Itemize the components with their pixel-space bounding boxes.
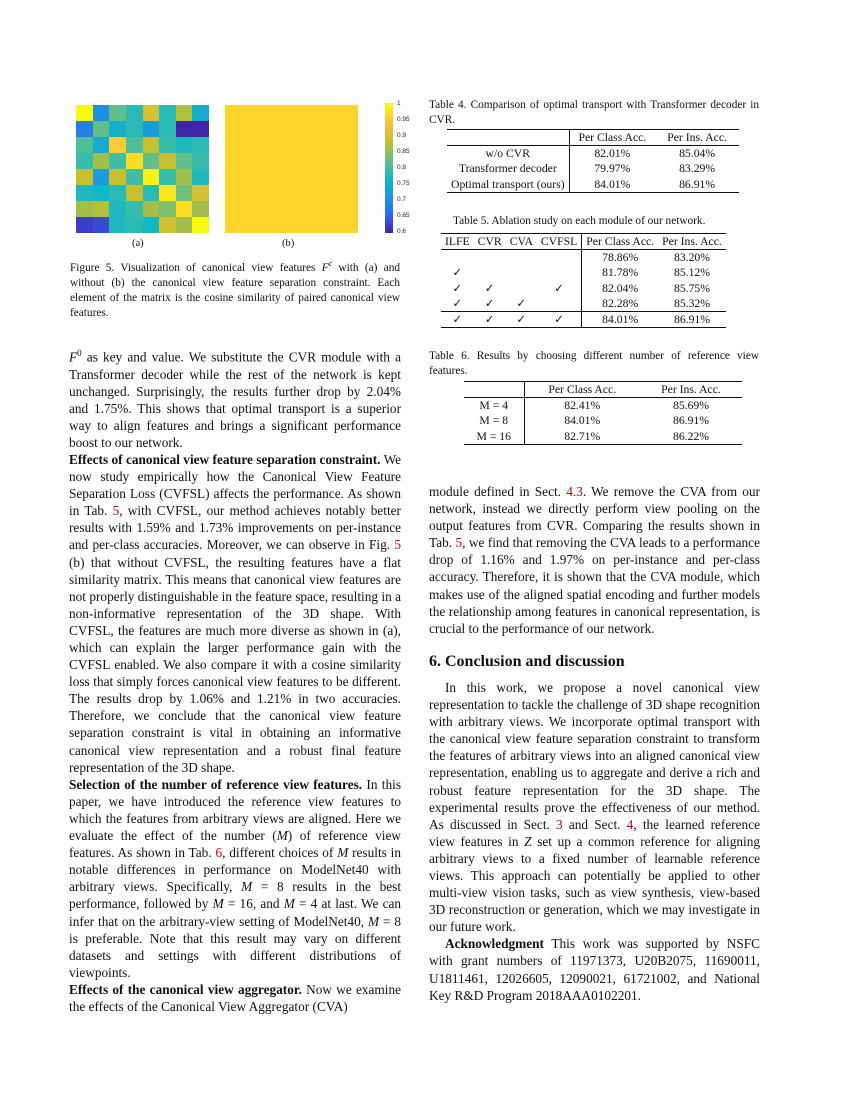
matrix-cell — [76, 201, 93, 217]
matrix-cell — [308, 169, 325, 185]
matrix-cell — [242, 169, 259, 185]
matrix-cell — [192, 169, 209, 185]
matrix-cell — [258, 137, 275, 153]
figure-5-caption: Figure 5. Visualization of canonical view features $F^c$ with (a) and without (b) the canonical view feature separation constraint. Each element of the matrix is the cosine similarity of paired canonical view features. — [70, 259, 400, 319]
matrix-cell — [76, 169, 93, 185]
matrix-cell — [225, 137, 242, 153]
matrix-cell — [258, 169, 275, 185]
section-heading: 6. Conclusion and discussion — [429, 652, 625, 670]
table-row: M = 8 84.01% 86.91% — [464, 413, 742, 428]
matrix-cell — [126, 169, 143, 185]
matrix-cell — [143, 169, 160, 185]
matrix-cell — [341, 217, 358, 233]
matrix-cell — [109, 105, 126, 121]
matrix-cell — [143, 153, 160, 169]
table-4 — [447, 129, 739, 193]
matrix-cell — [225, 169, 242, 185]
matrix-cell — [143, 217, 160, 233]
matrix-cell — [275, 137, 292, 153]
matrix-cell — [242, 137, 259, 153]
table-5-caption: Table 5. Ablation study on each module of our network. — [453, 215, 706, 227]
matrix-cell — [292, 201, 309, 217]
matrix-cell — [76, 105, 93, 121]
matrix-cell — [225, 153, 242, 169]
matrix-cell — [242, 185, 259, 201]
subfigure-label-a: (a) — [132, 238, 144, 249]
matrix-cell — [225, 217, 242, 233]
matrix-cell — [275, 201, 292, 217]
matrix-cell — [109, 153, 126, 169]
table-5-header: CVA — [506, 234, 537, 250]
matrix-cell — [258, 185, 275, 201]
table-5-link[interactable]: 5 — [455, 535, 463, 551]
matrix-cell — [76, 217, 93, 233]
matrix-cell — [143, 201, 160, 217]
similarity-matrix-b — [225, 105, 358, 233]
matrix-cell — [159, 137, 176, 153]
matrix-cell — [192, 201, 209, 217]
matrix-cell — [292, 121, 309, 137]
matrix-cell — [341, 105, 358, 121]
matrix-cell — [159, 217, 176, 233]
matrix-cell — [275, 185, 292, 201]
table-5 — [441, 233, 726, 328]
matrix-cell — [242, 153, 259, 169]
table-6-link[interactable]: 6 — [215, 845, 223, 861]
table-5-header: CVFSL — [537, 234, 582, 250]
matrix-cell — [242, 121, 259, 137]
right-column-body — [429, 483, 760, 1004]
matrix-cell — [242, 217, 259, 233]
colorbar-tick-label: 0.6 — [397, 228, 407, 235]
matrix-cell — [143, 121, 160, 137]
matrix-cell — [225, 201, 242, 217]
table-row: M = 4 82.41% 85.69% — [464, 398, 742, 414]
matrix-cell — [308, 217, 325, 233]
similarity-matrix-a — [76, 105, 209, 233]
matrix-cell — [93, 105, 110, 121]
matrix-cell — [292, 217, 309, 233]
colorbar-tick-label: 0.9 — [397, 132, 407, 139]
matrix-cell — [292, 105, 309, 121]
matrix-cell — [159, 185, 176, 201]
colorbar-tick-label: 0.8 — [397, 164, 407, 171]
table-row: 78.86% 83.20% — [441, 250, 726, 266]
matrix-cell — [109, 185, 126, 201]
table-row: ✓ ✓ ✓ ✓ 84.01% 86.91% — [441, 312, 726, 328]
matrix-cell — [325, 105, 342, 121]
matrix-cell — [76, 153, 93, 169]
matrix-cell — [225, 185, 242, 201]
matrix-cell — [176, 121, 193, 137]
matrix-cell — [275, 169, 292, 185]
table-4-header: Per Class Acc. — [569, 130, 655, 146]
matrix-cell — [258, 121, 275, 137]
table-6 — [464, 381, 742, 445]
colorbar-tick-label: 1 — [397, 100, 401, 107]
matrix-cell — [275, 153, 292, 169]
matrix-cell — [143, 105, 160, 121]
matrix-cell — [292, 185, 309, 201]
matrix-cell — [109, 169, 126, 185]
matrix-cell — [292, 169, 309, 185]
matrix-cell — [341, 121, 358, 137]
matrix-cell — [192, 217, 209, 233]
table-row: ✓ 81.78% 85.12% — [452, 266, 711, 280]
colorbar-tick-label: 0.85 — [397, 148, 410, 155]
table-5-header: CVR — [474, 234, 506, 250]
section-4-3-link[interactable]: 4.3 — [566, 484, 583, 499]
matrix-cell — [159, 169, 176, 185]
matrix-cell — [258, 217, 275, 233]
matrix-cell — [308, 105, 325, 121]
matrix-cell — [308, 121, 325, 137]
matrix-cell — [308, 185, 325, 201]
matrix-cell — [76, 185, 93, 201]
matrix-cell — [176, 201, 193, 217]
table-5-link[interactable]: 5 — [112, 503, 120, 519]
colorbar-tick-label: 0.65 — [397, 212, 410, 219]
table-4-header: Per Ins. Acc. — [655, 130, 739, 146]
paragraph-transformer: $F^0$ as key and value. We substitute the CVR module with a Transformer decoder while the rest of the network is kept unchanged. Surprisingly, the results further drop by 2.04% and 1.75%. This shows that optimal transport is a superior way to align features and brings a significant performance boost to our network. — [69, 348, 401, 450]
matrix-cell — [258, 153, 275, 169]
table-6-header: Per Class Acc. — [524, 382, 640, 398]
colorbar — [385, 103, 393, 233]
matrix-cell — [325, 185, 342, 201]
matrix-cell — [93, 169, 110, 185]
matrix-cell — [308, 153, 325, 169]
matrix-cell — [126, 217, 143, 233]
matrix-cell — [176, 137, 193, 153]
matrix-cell — [159, 201, 176, 217]
colorbar-tick-label: 0.95 — [397, 116, 410, 123]
matrix-cell — [341, 169, 358, 185]
matrix-cell — [93, 201, 110, 217]
matrix-cell — [126, 105, 143, 121]
matrix-cell — [275, 217, 292, 233]
paragraph-reference-views: Selection of the number of reference view features. In this paper, we have introduced the reference view features to which the features from arbitrary views are aligned. Here we evaluate the effect of the number (M) of reference view features. As shown in Tab. 6, different choices of M results in notable differences in performance on ModelNet40 with arbitrary views. Specifically, M = 8 results in the best performance, followed by M = 16, and M = 4 at last. We can infer that on the arbitrary-view setting of ModelNet40, M = 8 is preferable. Note that this result may vary on different datasets and settings with different distributions of viewpoints. — [69, 776, 402, 980]
matrix-cell — [192, 153, 209, 169]
table-5-header: ILFE — [441, 234, 474, 250]
matrix-cell — [192, 185, 209, 201]
section-3-link[interactable]: 3 — [556, 816, 563, 832]
matrix-cell — [93, 121, 110, 137]
matrix-cell — [176, 153, 193, 169]
table-4-caption: Table 4. Comparison of optimal transport with Transformer decoder in CVR. — [429, 99, 759, 126]
matrix-cell — [109, 217, 126, 233]
table-row: Transformer decoder 79.97% 83.29% — [447, 161, 739, 176]
matrix-cell — [93, 185, 110, 201]
colorbar-tick-label: 0.7 — [397, 196, 407, 203]
matrix-cell — [341, 201, 358, 217]
colorbar-tick-label: 0.75 — [397, 180, 410, 187]
matrix-cell — [325, 169, 342, 185]
matrix-cell — [143, 185, 160, 201]
matrix-cell — [258, 105, 275, 121]
matrix-cell — [275, 121, 292, 137]
table-6-header: Per Ins. Acc. — [640, 382, 742, 398]
matrix-cell — [341, 137, 358, 153]
matrix-cell — [109, 201, 126, 217]
matrix-cell — [308, 137, 325, 153]
table-row: ✓ ✓ ✓ 82.04% 85.75% — [452, 281, 711, 295]
matrix-cell — [126, 201, 143, 217]
matrix-cell — [176, 185, 193, 201]
paragraph-conclusion: In this work, we propose a novel canonical view representation to tackle the challenge of 3D shape recognition with arbitrary views. We incorporate optimal transport with the canonical view feature separation constraint to transform the features of arbitrary views into an aligned canonical view representation, enabling us to aggregate and derive a rich and robust feature representation for the 3D shape. The experimental results prove the effectiveness of our method. As discussed in Sect. 3 and Sect. 4, the learned reference view features in Z set up a common reference for aligning arbitrary views to a fixed number of learnable reference views. This approach can potentially be applied to other multi-view vision tasks, such as view synthesis, view-based 3D reconstruction or generation, which we may investigate in our future work. — [429, 679, 761, 935]
paragraph-cva: Effects of the canonical view aggregator. Now we examine the effects of the Canonical View Aggregator (CVA) — [69, 981, 402, 1014]
matrix-cell — [192, 137, 209, 153]
matrix-cell — [159, 105, 176, 121]
matrix-cell — [341, 153, 358, 169]
matrix-cell — [341, 185, 358, 201]
matrix-cell — [192, 105, 209, 121]
matrix-cell — [225, 105, 242, 121]
matrix-cell — [93, 217, 110, 233]
subfigure-label-b: (b) — [282, 238, 295, 249]
matrix-cell — [159, 121, 176, 137]
matrix-cell — [325, 121, 342, 137]
matrix-cell — [292, 153, 309, 169]
matrix-cell — [176, 217, 193, 233]
table-5-header: Per Ins. Acc. — [658, 234, 726, 250]
section-4-link[interactable]: 4 — [626, 816, 634, 832]
matrix-cell — [143, 137, 160, 153]
matrix-cell — [93, 153, 110, 169]
left-column-body — [69, 345, 401, 1015]
paragraph-cvfsl: Effects of canonical view feature separation constraint. We now study empirically how the Canonical View Feature Separation Loss (CVFSL) affects the performance. As shown in Tab. 5, with CVFSL, our method achieves notably better results with 1.59% and 1.73% improvements on per-instance and per-class accuracies. Moreover, we can observe in Fig. 5 (b) that without CVFSL, the resulting features have a flat similarity matrix. This means that canonical view features are not properly distinguishable in the feature space, resulting in a non-informative representation of the 3D shape. With CVFSL, the features are much more diverse as shown in (a), which can explain the larger performance gain with the CVFSL enabled. We also compare it with a cosine similarity loss that simply forces canonical view features to be different. The results drop by 1.06% and 1.21% in two accuracies. Therefore, we conclude that the canonical view feature separation constraint is vital in obtaining an informative canonical view representation and a robust final feature representation of the 3D shape. — [69, 451, 401, 775]
matrix-cell — [325, 201, 342, 217]
figure-5-link[interactable]: 5 — [394, 537, 401, 553]
matrix-cell — [325, 137, 342, 153]
matrix-cell — [109, 121, 126, 137]
matrix-cell — [176, 105, 193, 121]
matrix-cell — [126, 121, 143, 137]
matrix-cell — [192, 121, 209, 137]
matrix-cell — [76, 121, 93, 137]
matrix-cell — [126, 185, 143, 201]
matrix-cell — [126, 137, 143, 153]
matrix-cell — [93, 137, 110, 153]
paragraph-cva-continued: module defined in Sect. 4.3. We remove the CVA from our network, instead we directly perform view pooling on the output features from CVR. Comparing the results shown in Tab. 5, we find that removing the CVA leads to a performance drop of 1.16% and 1.97% on per-instance and per-class accuracy. Therefore, it is shown that the CVA module, which makes use of the aligned spatial encoding and further models the relationship among features in canonical representation, is crucial to the performance of our network. — [429, 484, 760, 636]
matrix-cell — [109, 137, 126, 153]
table-row: w/o CVR 82.01% 85.04% — [447, 146, 739, 162]
matrix-cell — [176, 169, 193, 185]
matrix-cell — [292, 137, 309, 153]
matrix-cell — [76, 137, 93, 153]
matrix-cell — [308, 201, 325, 217]
matrix-cell — [242, 201, 259, 217]
table-row: M = 16 82.71% 86.22% — [464, 429, 742, 445]
table-5-header: Per Class Acc. — [582, 234, 658, 250]
matrix-cell — [325, 217, 342, 233]
table-row: Optimal transport (ours) 84.01% 86.91% — [447, 177, 739, 193]
matrix-cell — [325, 153, 342, 169]
matrix-cell — [159, 153, 176, 169]
matrix-cell — [225, 121, 242, 137]
paragraph-acknowledgment: Acknowledgment This work was supported by NSFC with grant numbers of 11971373, U20B2075, 11690011, U1811461, 12026605, 12090021, 61721002, and National Key R&D Program 2018AAA0102201. — [429, 936, 760, 1003]
table-4-header — [447, 130, 569, 146]
table-6-header — [464, 382, 524, 398]
matrix-cell — [242, 105, 259, 121]
table-row: ✓ ✓ ✓ 82.28% 85.32% — [452, 296, 711, 310]
matrix-cell — [258, 201, 275, 217]
table-6-caption: Table 6. Results by choosing different number of reference view features. — [429, 350, 759, 377]
matrix-cell — [126, 153, 143, 169]
matrix-cell — [275, 105, 292, 121]
